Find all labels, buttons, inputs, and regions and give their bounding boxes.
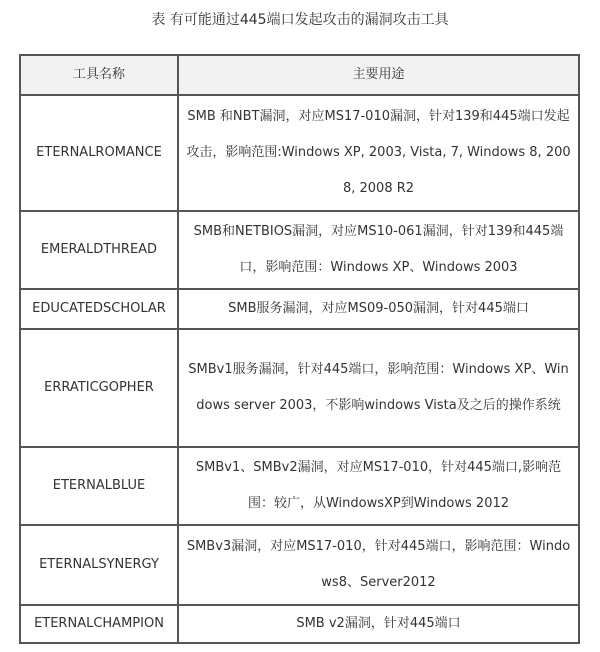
tool-usage-cell: SMBv1服务漏洞，针对445端口，影响范围：Windows XP、Windows server 2003，不影响windows Vista及之后的操作系统: [178, 329, 579, 447]
tool-usage-cell: SMBv1、SMBv2漏洞，对应MS17-010，针对445端口,影响范围：较广，从WindowsXP到Windows 2012: [178, 447, 579, 525]
header-row: [20, 55, 579, 95]
table-caption: 表 有可能通过445端口发起攻击的漏洞攻击工具: [151, 12, 449, 28]
table-row: [20, 525, 579, 605]
tool-name-cell: ERRATICGOPHER: [20, 329, 178, 447]
tool-name-cell: ETERNALCHAMPION: [20, 605, 178, 643]
tool-usage-cell: SMB服务漏洞，对应MS09-050漏洞，针对445端口: [178, 289, 579, 329]
header-main-usage: 主要用途: [178, 55, 579, 95]
table-row: [20, 447, 579, 525]
table-body: [20, 95, 579, 643]
table-header: [20, 55, 579, 95]
tool-usage-cell: SMB和NETBIOS漏洞，对应MS10-061漏洞，针对139和445端口，影响范围：Windows XP、Windows 2003: [178, 211, 579, 289]
tool-usage-cell: SMB 和NBT漏洞，对应MS17-010漏洞，针对139和445端口发起攻击，影响范围:Windows XP, 2003, Vista, 7, Windows 8, 2008, 2008 R2: [178, 95, 579, 211]
table-row: [20, 211, 579, 289]
tool-usage-cell: SMB v2漏洞，针对445端口: [178, 605, 579, 643]
tool-name-cell: ETERNALSYNERGY: [20, 525, 178, 605]
tool-usage-cell: SMBv3漏洞，对应MS17-010，针对445端口，影响范围：Windows8、Server2012: [178, 525, 579, 605]
tool-name-cell: ETERNALBLUE: [20, 447, 178, 525]
tool-name-cell: EMERALDTHREAD: [20, 211, 178, 289]
table-row: [20, 605, 579, 643]
tool-name-cell: EDUCATEDSCHOLAR: [20, 289, 178, 329]
tools-table: [19, 54, 580, 644]
header-tool-name: 工具名称: [20, 55, 178, 95]
tool-name-cell: ETERNALROMANCE: [20, 95, 178, 211]
table-row: [20, 329, 579, 447]
table-row: [20, 289, 579, 329]
table-row: [20, 95, 579, 211]
